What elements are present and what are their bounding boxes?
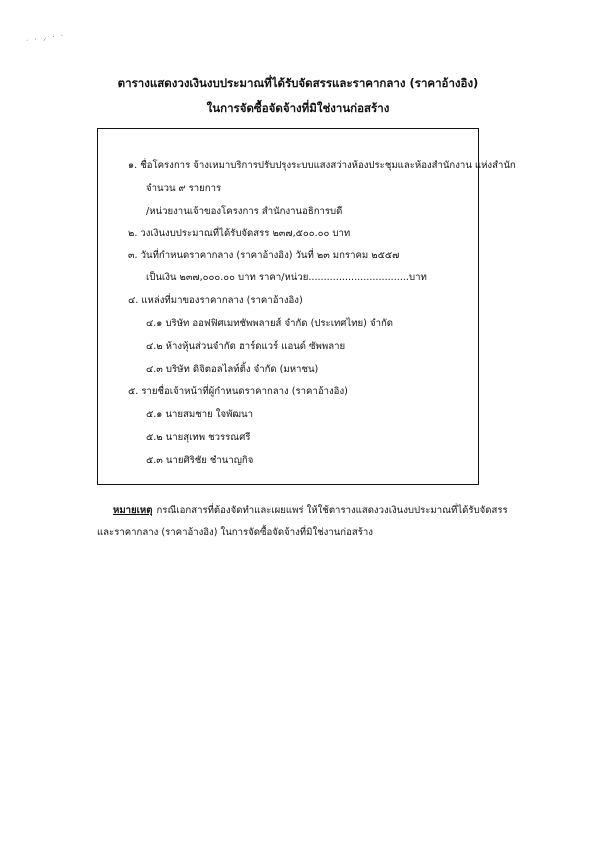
item-budget: ๒. วงเงินงบประมาณที่ได้รับจัดสรร ๒๓๗,๕๐๐.๐๐ บาท	[128, 228, 351, 239]
item-reference-amount: เป็นเงิน ๒๓๗,๐๐๐.๐๐ บาท ราคา/หน่วย.................................บาท	[146, 272, 427, 283]
item-price-sources-heading: ๔. แหล่งที่มาของราคากลาง (ราคาอ้างอิง)	[128, 295, 303, 306]
item-owner-unit: /หน่วยงานเจ้าของโครงการ สำนักงานอธิการบดี	[146, 206, 343, 217]
list-item-officer-2: ๕.๒ นายสุเทพ ชวรรณศรี	[146, 432, 251, 443]
item-officers-heading: ๕. รายชื่อเจ้าหน้าที่ผู้กำหนดราคากลาง (ราคาอ้างอิง)	[128, 386, 348, 397]
document-title-line2: ในการจัดซื้อจัดจ้างที่มิใช่งานก่อสร้าง	[206, 101, 390, 115]
item-reference-date: ๓. วันที่กำหนดราคากลาง (ราคาอ้างอิง) วันที่ ๒๓ มกราคม ๒๕๕๗	[128, 250, 400, 261]
note-line1	[113, 505, 508, 517]
item-project-quantity: จำนวน ๙ รายการ	[146, 183, 222, 194]
list-item-officer-1: ๕.๑ นายสมชาย ใจพัฒนา	[146, 409, 254, 420]
note-line2: และราคากลาง (ราคาอ้างอิง) ในการจัดซื้อจัดจ้างที่มิใช่งานก่อสร้าง	[97, 527, 373, 538]
note-label: หมายเหตุ	[113, 505, 153, 516]
list-item-officer-3: ๕.๓ นายศิริชัย ชำนาญกิจ	[146, 455, 254, 466]
note-text-1: กรณีเอกสารที่ต้องจัดทำและเผยแพร่ ให้ใช้ตารางแสดงวงเงินงบประมาณที่ได้รับจัดสรร	[156, 505, 508, 516]
scan-artifact-marks: · · ⸝ · ·	[25, 31, 66, 45]
list-item-source-3: ๔.๓ บริษัท ดิจิตอลไลท์ติ้ง จำกัด (มหาชน)	[146, 364, 319, 375]
item-project-name: ๑. ชื่อโครงการ จ้างเหมาบริการปรับปรุงระบบแสงสว่างห้องประชุมและห้องสำนักงาน แห่งสำนัก	[128, 160, 516, 171]
list-item-source-1: ๔.๑ บริษัท ออฟฟิศเมทชัพพลายส์ จำกัด (ประเทศไทย) จำกัด	[146, 318, 394, 329]
document-title-line1: ตารางแสดงวงเงินงบประมาณที่ได้รับจัดสรรและราคากลาง (ราคาอ้างอิง)	[117, 76, 479, 90]
list-item-source-2: ๔.๒ ห้างหุ้นส่วนจำกัด ฮาร์ดแวร์ แอนด์ ซัพพลาย	[146, 341, 346, 352]
